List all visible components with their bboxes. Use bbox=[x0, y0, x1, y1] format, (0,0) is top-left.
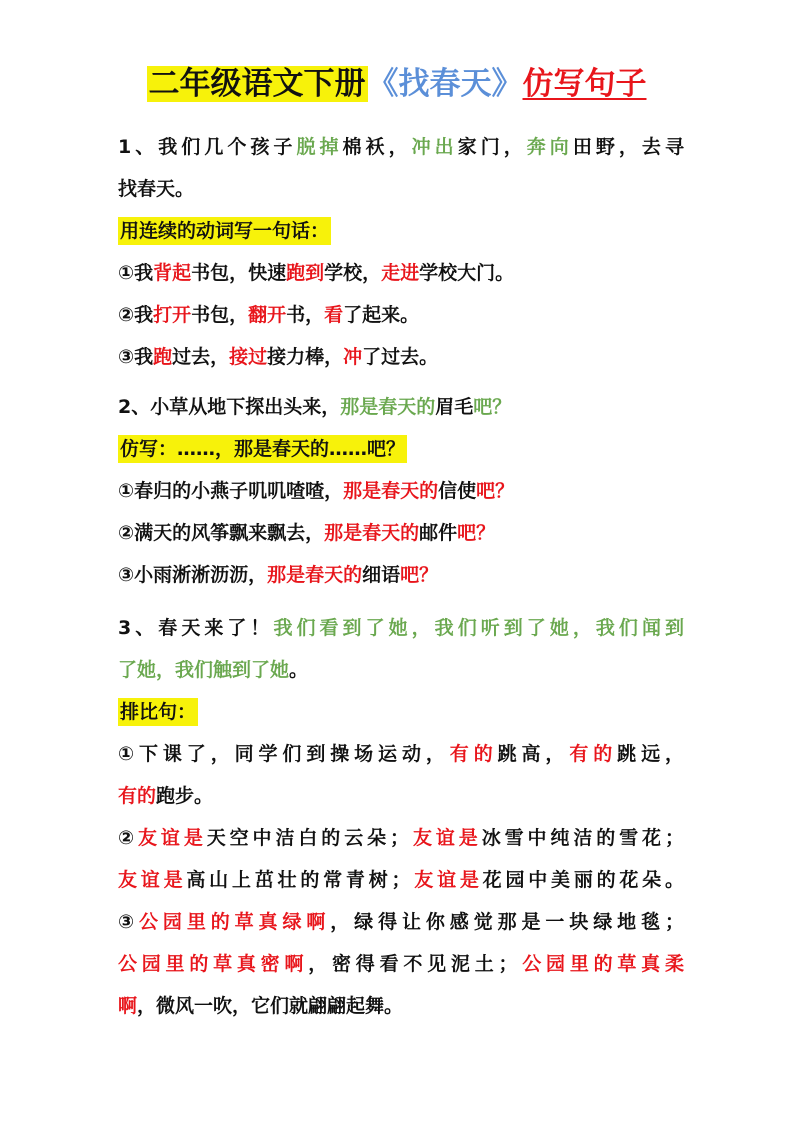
s3-example-3-line2: 公园里的草真密啊，密得看不见泥土；公园里的草真柔 bbox=[118, 953, 684, 975]
title-grade: 二年级语文下册 bbox=[148, 66, 366, 102]
document-body bbox=[118, 126, 684, 1027]
s1-example-1: ①我背起书包，快速跑到学校，走进学校大门。 bbox=[118, 262, 515, 284]
s2-example-1: ①春归的小燕子叽叽喳喳，那是春天的信使吧？ bbox=[118, 480, 515, 502]
s1-example-2: ②我打开书包，翻开书，看了起来。 bbox=[118, 304, 420, 326]
s2-example-3: ③小雨淅淅沥沥，那是春天的细语吧？ bbox=[118, 564, 439, 586]
s3-instruction: 排比句： bbox=[118, 691, 684, 733]
s3-example-2-line1: ②友谊是天空中洁白的云朵；友谊是冰雪中纯洁的雪花； bbox=[118, 827, 684, 849]
s3-sentence-line2: 了她，我们触到了她。 bbox=[118, 659, 309, 681]
s3-example-3-line3: 啊，微风一吹，它们就翩翩起舞。 bbox=[118, 995, 404, 1017]
s3-example-1-line2: 有的跑步。 bbox=[118, 785, 214, 807]
page-title bbox=[0, 62, 793, 106]
s2-instruction: 仿写：……，那是春天的……吧？ bbox=[118, 428, 684, 470]
s3-example-3-line1: ③公园里的草真绿啊，绿得让你感觉那是一块绿地毯； bbox=[118, 911, 684, 933]
s3-sentence-line1: 3、春天来了！我们看到了她，我们听到了她，我们闻到 bbox=[118, 617, 684, 639]
s3-example-2-line2: 友谊是高山上茁壮的常青树；友谊是花园中美丽的花朵。 bbox=[118, 869, 684, 891]
s1-instruction: 用连续的动词写一句话： bbox=[118, 210, 684, 252]
s3-example-1-line1: ①下课了，同学们到操场运动，有的跳高，有的跳远， bbox=[118, 743, 684, 765]
s1-example-3: ③我跑过去，接过接力棒，冲了过去。 bbox=[118, 346, 439, 368]
s2-sentence: 2、小草从地下探出头来，那是春天的眉毛吧？ bbox=[118, 396, 512, 418]
s1-sentence-line2: 找春天。 bbox=[118, 178, 195, 200]
title-topic: 仿写句子 bbox=[522, 66, 647, 102]
s1-sentence-line1: 1、我们几个孩子脱掉棉袄，冲出家门，奔向田野，去寻 bbox=[118, 136, 684, 158]
s2-example-2: ②满天的风筝飘来飘去，那是春天的邮件吧？ bbox=[118, 522, 496, 544]
title-lesson: 《找春天》 bbox=[367, 66, 523, 102]
